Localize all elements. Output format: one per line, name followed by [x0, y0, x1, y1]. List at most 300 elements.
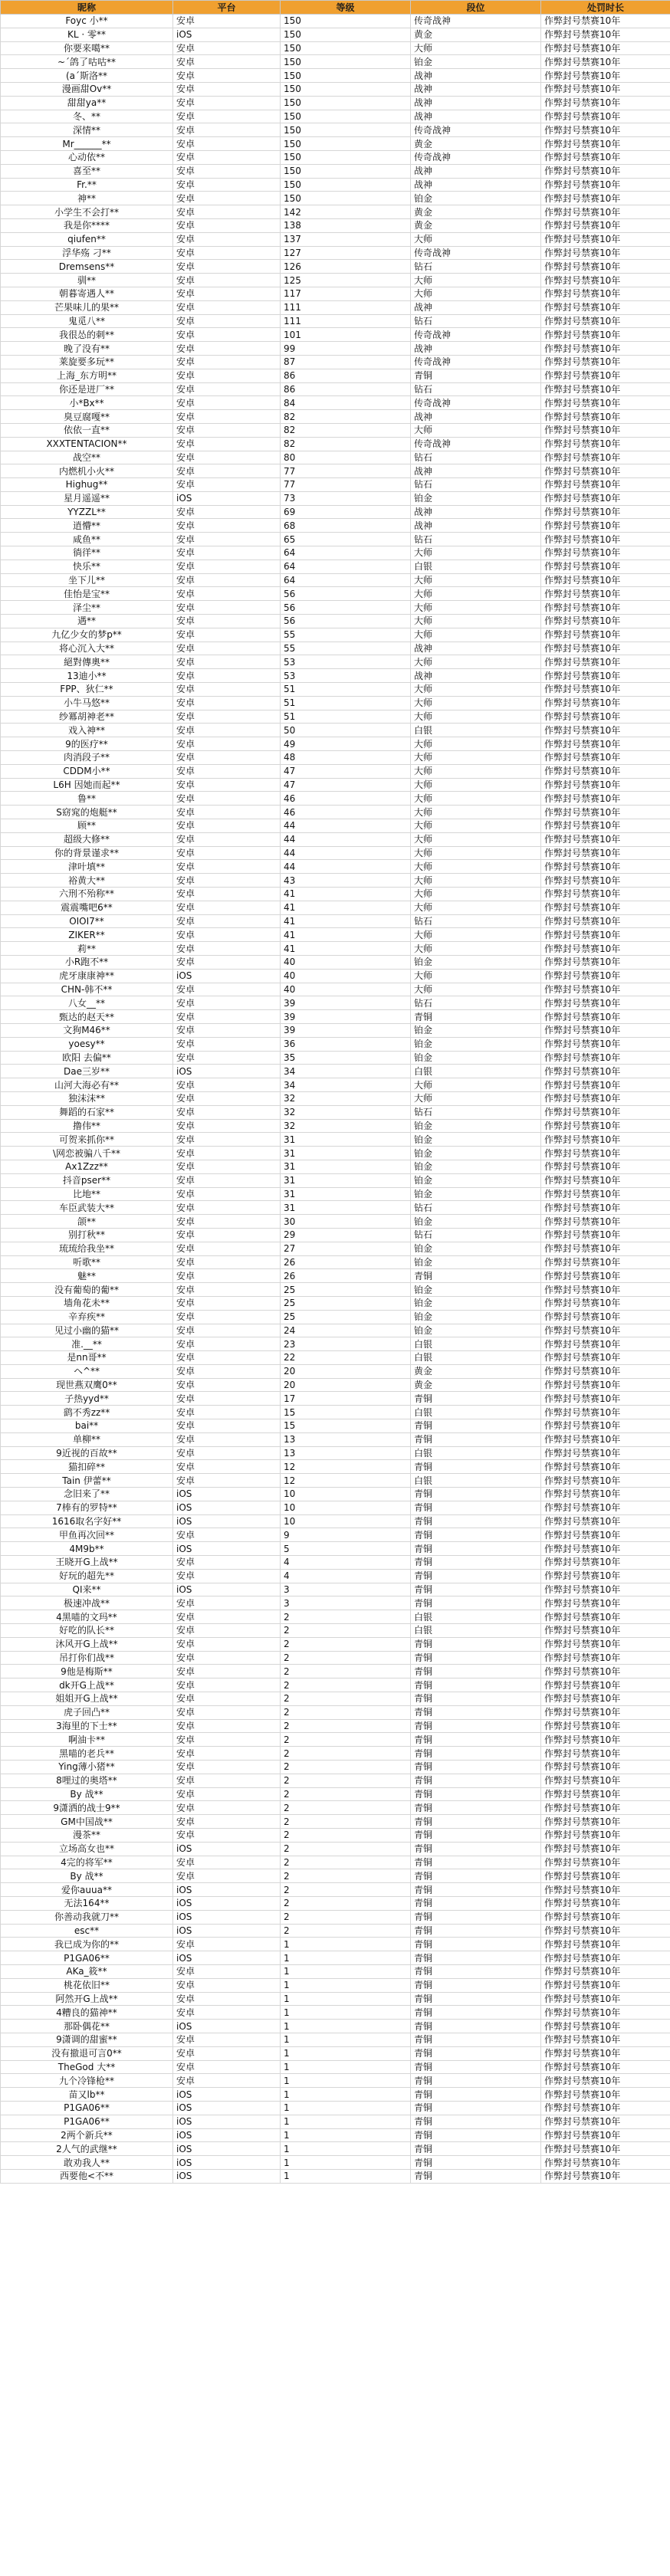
cell-penalty: 作弊封号禁赛10年: [541, 55, 670, 69]
cell-platform: 安卓: [173, 1651, 281, 1665]
cell-level: 27: [281, 1242, 411, 1255]
cell-nickname: dk开G上战**: [1, 1679, 173, 1692]
cell-nickname: 深情**: [1, 123, 173, 137]
cell-penalty: 作弊封号禁赛10年: [541, 860, 670, 874]
cell-platform: 安卓: [173, 2046, 281, 2060]
cell-rank: 大师: [411, 874, 541, 888]
cell-platform: 安卓: [173, 1337, 281, 1351]
cell-nickname: 9的医疗**: [1, 737, 173, 751]
cell-level: 77: [281, 478, 411, 492]
cell-rank: 青铜: [411, 1951, 541, 1965]
cell-level: 86: [281, 369, 411, 382]
cell-platform: 安卓: [173, 846, 281, 860]
cell-level: 2: [281, 1856, 411, 1869]
cell-level: 20: [281, 1378, 411, 1392]
cell-penalty: 作弊封号禁赛10年: [541, 410, 670, 424]
cell-rank: 钻石: [411, 451, 541, 464]
cell-rank: 战神: [411, 642, 541, 655]
cell-rank: 白银: [411, 1446, 541, 1460]
table-row: [1, 382, 670, 396]
cell-nickname: 八女__**: [1, 996, 173, 1010]
cell-platform: 安卓: [173, 451, 281, 464]
cell-rank: 战神: [411, 164, 541, 178]
cell-penalty: 作弊封号禁赛10年: [541, 2020, 670, 2033]
cell-platform: 安卓: [173, 683, 281, 697]
cell-platform: 安卓: [173, 1105, 281, 1119]
cell-level: 1: [281, 2101, 411, 2115]
cell-penalty: 作弊封号禁赛10年: [541, 1910, 670, 1924]
cell-penalty: 作弊封号禁赛10年: [541, 1023, 670, 1037]
cell-penalty: 作弊封号禁赛10年: [541, 1842, 670, 1856]
cell-penalty: 作弊封号禁赛10年: [541, 2156, 670, 2170]
cell-level: 10: [281, 1514, 411, 1528]
cell-level: 47: [281, 778, 411, 792]
cell-penalty: 作弊封号禁赛10年: [541, 737, 670, 751]
cell-rank: 白银: [411, 1337, 541, 1351]
cell-rank: 青铜: [411, 1964, 541, 1978]
cell-level: 31: [281, 1133, 411, 1147]
cell-penalty: 作弊封号禁赛10年: [541, 1324, 670, 1337]
cell-platform: 安卓: [173, 819, 281, 833]
cell-rank: 战神: [411, 110, 541, 123]
cell-nickname: 驯**: [1, 274, 173, 287]
cell-level: 82: [281, 437, 411, 451]
cell-nickname: 颌**: [1, 1215, 173, 1229]
cell-level: 137: [281, 232, 411, 246]
cell-rank: 黄金: [411, 205, 541, 219]
cell-nickname: 肉消段子**: [1, 751, 173, 765]
cell-level: 150: [281, 69, 411, 83]
table-row: [1, 724, 670, 737]
cell-rank: 青铜: [411, 1679, 541, 1692]
cell-rank: 钻石: [411, 533, 541, 546]
cell-nickname: 将心沉入大**: [1, 642, 173, 655]
cell-platform: 安卓: [173, 55, 281, 69]
cell-platform: 安卓: [173, 1637, 281, 1651]
cell-rank: 青铜: [411, 1569, 541, 1583]
cell-penalty: 作弊封号禁赛10年: [541, 1160, 670, 1173]
cell-level: 51: [281, 683, 411, 697]
cell-level: 1: [281, 2046, 411, 2060]
table-row: [1, 1692, 670, 1706]
cell-penalty: 作弊封号禁赛10年: [541, 832, 670, 846]
cell-level: 46: [281, 792, 411, 806]
cell-level: 56: [281, 587, 411, 601]
cell-rank: 战神: [411, 342, 541, 356]
cell-platform: 安卓: [173, 1078, 281, 1092]
cell-nickname: 顾**: [1, 819, 173, 833]
cell-platform: 安卓: [173, 1747, 281, 1761]
cell-nickname: XXXTENTACION**: [1, 437, 173, 451]
cell-nickname: 苗又lb**: [1, 2088, 173, 2102]
cell-rank: 铂金: [411, 1051, 541, 1065]
cell-nickname: 九个冷锋枪**: [1, 2074, 173, 2088]
cell-level: 117: [281, 287, 411, 300]
cell-level: 12: [281, 1460, 411, 1474]
cell-rank: 青铜: [411, 1460, 541, 1474]
cell-platform: 安卓: [173, 874, 281, 888]
cell-rank: 铂金: [411, 1160, 541, 1173]
cell-rank: 战神: [411, 300, 541, 314]
cell-level: 64: [281, 560, 411, 573]
cell-nickname: 甄达的赵天**: [1, 1010, 173, 1024]
cell-level: 25: [281, 1283, 411, 1297]
cell-nickname: 桃花依旧**: [1, 1978, 173, 1992]
cell-level: 3: [281, 1596, 411, 1610]
cell-level: 2: [281, 1761, 411, 1774]
cell-penalty: 作弊封号禁赛10年: [541, 396, 670, 410]
cell-rank: 铂金: [411, 1037, 541, 1051]
table-row: [1, 1296, 670, 1310]
cell-level: 150: [281, 164, 411, 178]
cell-level: 1: [281, 1938, 411, 1951]
cell-rank: 大师: [411, 901, 541, 914]
table-row: [1, 218, 670, 232]
cell-rank: 大师: [411, 888, 541, 901]
cell-nickname: 絕對傳奧**: [1, 655, 173, 669]
cell-nickname: 小学生不会打**: [1, 205, 173, 219]
cell-level: 22: [281, 1351, 411, 1365]
cell-rank: 铂金: [411, 1173, 541, 1187]
cell-penalty: 作弊封号禁赛10年: [541, 491, 670, 505]
cell-level: 35: [281, 1051, 411, 1065]
cell-level: 13: [281, 1432, 411, 1446]
cell-platform: 安卓: [173, 1283, 281, 1297]
table-row: [1, 1010, 670, 1024]
table-row: [1, 41, 670, 55]
cell-platform: 安卓: [173, 205, 281, 219]
cell-rank: 青铜: [411, 2142, 541, 2156]
cell-platform: 安卓: [173, 914, 281, 928]
cell-platform: 安卓: [173, 314, 281, 328]
cell-penalty: 作弊封号禁赛10年: [541, 1310, 670, 1324]
cell-rank: 青铜: [411, 1733, 541, 1747]
cell-penalty: 作弊封号禁赛10年: [541, 1828, 670, 1842]
cell-platform: iOS: [173, 1514, 281, 1528]
cell-level: 150: [281, 96, 411, 110]
cell-level: 44: [281, 832, 411, 846]
cell-nickname: 纱冪胡神老**: [1, 710, 173, 724]
table-row: [1, 792, 670, 806]
cell-nickname: Mr______**: [1, 137, 173, 151]
cell-platform: 安卓: [173, 1242, 281, 1255]
cell-platform: 安卓: [173, 287, 281, 300]
cell-level: 2: [281, 1665, 411, 1679]
cell-nickname: 喜至**: [1, 164, 173, 178]
cell-level: 53: [281, 655, 411, 669]
cell-platform: 安卓: [173, 996, 281, 1010]
cell-nickname: 裕黄大**: [1, 874, 173, 888]
cell-platform: iOS: [173, 1842, 281, 1856]
cell-platform: 安卓: [173, 1023, 281, 1037]
table-row: [1, 1651, 670, 1665]
cell-level: 1: [281, 2020, 411, 2033]
cell-rank: 青铜: [411, 1269, 541, 1283]
cell-penalty: 作弊封号禁赛10年: [541, 150, 670, 164]
cell-platform: 安卓: [173, 1419, 281, 1433]
cell-level: 111: [281, 314, 411, 328]
cell-penalty: 作弊封号禁赛10年: [541, 601, 670, 615]
cell-penalty: 作弊封号禁赛10年: [541, 2033, 670, 2046]
cell-level: 23: [281, 1337, 411, 1351]
cell-penalty: 作弊封号禁赛10年: [541, 1378, 670, 1392]
cell-platform: 安卓: [173, 1406, 281, 1419]
table-row: [1, 260, 670, 274]
cell-nickname: 我是你****: [1, 218, 173, 232]
table-row: [1, 1065, 670, 1078]
table-row: [1, 806, 670, 819]
cell-penalty: 作弊封号禁赛10年: [541, 2006, 670, 2020]
table-row: [1, 1978, 670, 1992]
cell-penalty: 作弊封号禁赛10年: [541, 1556, 670, 1570]
cell-rank: 青铜: [411, 1747, 541, 1761]
cell-rank: 青铜: [411, 1705, 541, 1719]
cell-rank: 青铜: [411, 1528, 541, 1542]
cell-nickname: 比地**: [1, 1187, 173, 1201]
cell-penalty: 作弊封号禁赛10年: [541, 1569, 670, 1583]
cell-rank: 青铜: [411, 1938, 541, 1951]
cell-platform: 安卓: [173, 1324, 281, 1337]
cell-level: 15: [281, 1419, 411, 1433]
cell-rank: 白银: [411, 1406, 541, 1419]
cell-platform: 安卓: [173, 410, 281, 424]
cell-platform: 安卓: [173, 1310, 281, 1324]
cell-nickname: 漫茶**: [1, 1828, 173, 1842]
table-row: [1, 164, 670, 178]
table-row: [1, 860, 670, 874]
table-row: [1, 82, 670, 96]
cell-nickname: 立场高女也**: [1, 1842, 173, 1856]
cell-penalty: 作弊封号禁赛10年: [541, 1801, 670, 1815]
cell-rank: 青铜: [411, 2060, 541, 2074]
cell-nickname: 别打秋**: [1, 1228, 173, 1242]
cell-rank: 黄金: [411, 1364, 541, 1378]
table-row: [1, 1269, 670, 1283]
cell-nickname: 小R跑不**: [1, 955, 173, 969]
cell-level: 26: [281, 1255, 411, 1269]
table-row: [1, 1351, 670, 1365]
cell-rank: 铂金: [411, 955, 541, 969]
table-row: [1, 28, 670, 41]
cell-rank: 青铜: [411, 1432, 541, 1446]
header-nickname: 昵称: [1, 1, 173, 15]
cell-rank: 铂金: [411, 491, 541, 505]
cell-nickname: 晚了没有**: [1, 342, 173, 356]
cell-penalty: 作弊封号禁赛10年: [541, 1242, 670, 1255]
cell-level: 31: [281, 1160, 411, 1173]
cell-nickname: 欧阳 去偏**: [1, 1051, 173, 1065]
cell-nickname: CHN-韩不**: [1, 983, 173, 996]
cell-platform: 安卓: [173, 1392, 281, 1406]
cell-platform: iOS: [173, 1951, 281, 1965]
cell-rank: 大师: [411, 615, 541, 628]
cell-level: 82: [281, 423, 411, 437]
cell-level: 2: [281, 1705, 411, 1719]
cell-penalty: 作弊封号禁赛10年: [541, 1337, 670, 1351]
cell-rank: 钻石: [411, 260, 541, 274]
cell-penalty: 作弊封号禁赛10年: [541, 942, 670, 956]
cell-penalty: 作弊封号禁赛10年: [541, 1201, 670, 1215]
cell-penalty: 作弊封号禁赛10年: [541, 710, 670, 724]
cell-nickname: 9他是梅斯**: [1, 1665, 173, 1679]
cell-penalty: 作弊封号禁赛10年: [541, 15, 670, 28]
cell-rank: 青铜: [411, 1856, 541, 1869]
cell-rank: 大师: [411, 287, 541, 300]
cell-level: 2: [281, 1774, 411, 1787]
cell-penalty: 作弊封号禁赛10年: [541, 1978, 670, 1992]
cell-level: 31: [281, 1187, 411, 1201]
cell-platform: 安卓: [173, 396, 281, 410]
cell-level: 2: [281, 1679, 411, 1692]
table-row: [1, 355, 670, 369]
cell-penalty: 作弊封号禁赛10年: [541, 615, 670, 628]
cell-penalty: 作弊封号禁赛10年: [541, 287, 670, 300]
cell-platform: iOS: [173, 969, 281, 983]
cell-rank: 大师: [411, 274, 541, 287]
header-level: 等级: [281, 1, 411, 15]
cell-level: 1: [281, 2169, 411, 2183]
cell-nickname: 我已成为你的**: [1, 1938, 173, 1951]
cell-penalty: 作弊封号禁赛10年: [541, 1514, 670, 1528]
cell-level: 150: [281, 137, 411, 151]
cell-rank: 白银: [411, 724, 541, 737]
cell-level: 1: [281, 2088, 411, 2102]
table-row: [1, 246, 670, 260]
cell-rank: 青铜: [411, 1842, 541, 1856]
cell-nickname: 猫扣碎**: [1, 1460, 173, 1474]
cell-penalty: 作弊封号禁赛10年: [541, 1406, 670, 1419]
cell-nickname: CDDM小**: [1, 764, 173, 778]
cell-penalty: 作弊封号禁赛10年: [541, 696, 670, 710]
cell-penalty: 作弊封号禁赛10年: [541, 1774, 670, 1787]
table-row: [1, 1637, 670, 1651]
cell-penalty: 作弊封号禁赛10年: [541, 1528, 670, 1542]
cell-level: 2: [281, 1828, 411, 1842]
cell-level: 44: [281, 819, 411, 833]
cell-rank: 青铜: [411, 1692, 541, 1706]
cell-level: 69: [281, 505, 411, 519]
table-row: [1, 1964, 670, 1978]
cell-rank: 铂金: [411, 1242, 541, 1255]
cell-rank: 铂金: [411, 1023, 541, 1037]
cell-level: 1: [281, 2128, 411, 2142]
cell-nickname: 依依一直**: [1, 423, 173, 437]
cell-platform: iOS: [173, 2088, 281, 2102]
cell-rank: 青铜: [411, 1665, 541, 1679]
table-row: [1, 533, 670, 546]
table-row: [1, 1488, 670, 1501]
cell-platform: iOS: [173, 1065, 281, 1078]
cell-penalty: 作弊封号禁赛10年: [541, 1065, 670, 1078]
cell-level: 2: [281, 1924, 411, 1938]
cell-level: 1: [281, 2074, 411, 2088]
cell-level: 150: [281, 82, 411, 96]
cell-platform: 安卓: [173, 1474, 281, 1488]
cell-rank: 大师: [411, 655, 541, 669]
cell-level: 50: [281, 724, 411, 737]
cell-nickname: ヘ^**: [1, 1364, 173, 1378]
cell-rank: 青铜: [411, 1637, 541, 1651]
cell-rank: 大师: [411, 696, 541, 710]
cell-level: 48: [281, 751, 411, 765]
cell-level: 86: [281, 382, 411, 396]
cell-nickname: 4M9b**: [1, 1542, 173, 1556]
cell-penalty: 作弊封号禁赛10年: [541, 819, 670, 833]
cell-platform: 安卓: [173, 2033, 281, 2046]
cell-nickname: 姐姐开G上战**: [1, 1692, 173, 1706]
cell-platform: 安卓: [173, 1828, 281, 1842]
cell-penalty: 作弊封号禁赛10年: [541, 2142, 670, 2156]
table-row: [1, 1133, 670, 1147]
cell-level: 41: [281, 901, 411, 914]
table-row: [1, 410, 670, 424]
cell-penalty: 作弊封号禁赛10年: [541, 437, 670, 451]
cell-nickname: ZIKER**: [1, 928, 173, 942]
table-row: [1, 1160, 670, 1173]
table-row: [1, 1733, 670, 1747]
cell-rank: 钻石: [411, 478, 541, 492]
cell-nickname: 琉琉给我坐**: [1, 1242, 173, 1255]
cell-rank: 青铜: [411, 2169, 541, 2183]
table-row: [1, 1896, 670, 1910]
cell-rank: 青铜: [411, 1010, 541, 1024]
table-row: [1, 1432, 670, 1446]
cell-rank: 大师: [411, 573, 541, 587]
cell-nickname: 8哩过的奥塔**: [1, 1774, 173, 1787]
cell-nickname: 山河大海必有**: [1, 1078, 173, 1092]
cell-nickname: L6H 因她而起**: [1, 778, 173, 792]
cell-rank: 战神: [411, 69, 541, 83]
cell-rank: 战神: [411, 464, 541, 478]
table-row: [1, 669, 670, 683]
cell-penalty: 作弊封号禁赛10年: [541, 1815, 670, 1829]
cell-nickname: 神**: [1, 192, 173, 205]
table-row: [1, 274, 670, 287]
cell-rank: 黄金: [411, 137, 541, 151]
cell-rank: 白银: [411, 1474, 541, 1488]
cell-rank: 白银: [411, 1065, 541, 1078]
cell-penalty: 作弊封号禁赛10年: [541, 955, 670, 969]
cell-rank: 战神: [411, 96, 541, 110]
cell-rank: 大师: [411, 683, 541, 697]
cell-platform: 安卓: [173, 192, 281, 205]
cell-level: 150: [281, 192, 411, 205]
cell-rank: 白银: [411, 1610, 541, 1624]
cell-rank: 青铜: [411, 1488, 541, 1501]
table-row: [1, 314, 670, 328]
cell-penalty: 作弊封号禁赛10年: [541, 451, 670, 464]
cell-nickname: 内燃机小火**: [1, 464, 173, 478]
cell-rank: 大师: [411, 860, 541, 874]
cell-level: 24: [281, 1324, 411, 1337]
cell-penalty: 作弊封号禁赛10年: [541, 683, 670, 697]
cell-rank: 铂金: [411, 1133, 541, 1147]
cell-nickname: Highug**: [1, 478, 173, 492]
cell-rank: 青铜: [411, 369, 541, 382]
cell-platform: 安卓: [173, 41, 281, 55]
cell-platform: 安卓: [173, 1051, 281, 1065]
cell-level: 4: [281, 1569, 411, 1583]
cell-rank: 青铜: [411, 1992, 541, 2006]
cell-penalty: 作弊封号禁赛10年: [541, 2128, 670, 2142]
cell-penalty: 作弊封号禁赛10年: [541, 464, 670, 478]
cell-platform: iOS: [173, 2101, 281, 2115]
cell-penalty: 作弊封号禁赛10年: [541, 792, 670, 806]
cell-penalty: 作弊封号禁赛10年: [541, 1488, 670, 1501]
table-row: [1, 642, 670, 655]
cell-rank: 青铜: [411, 1801, 541, 1815]
table-row: [1, 819, 670, 833]
